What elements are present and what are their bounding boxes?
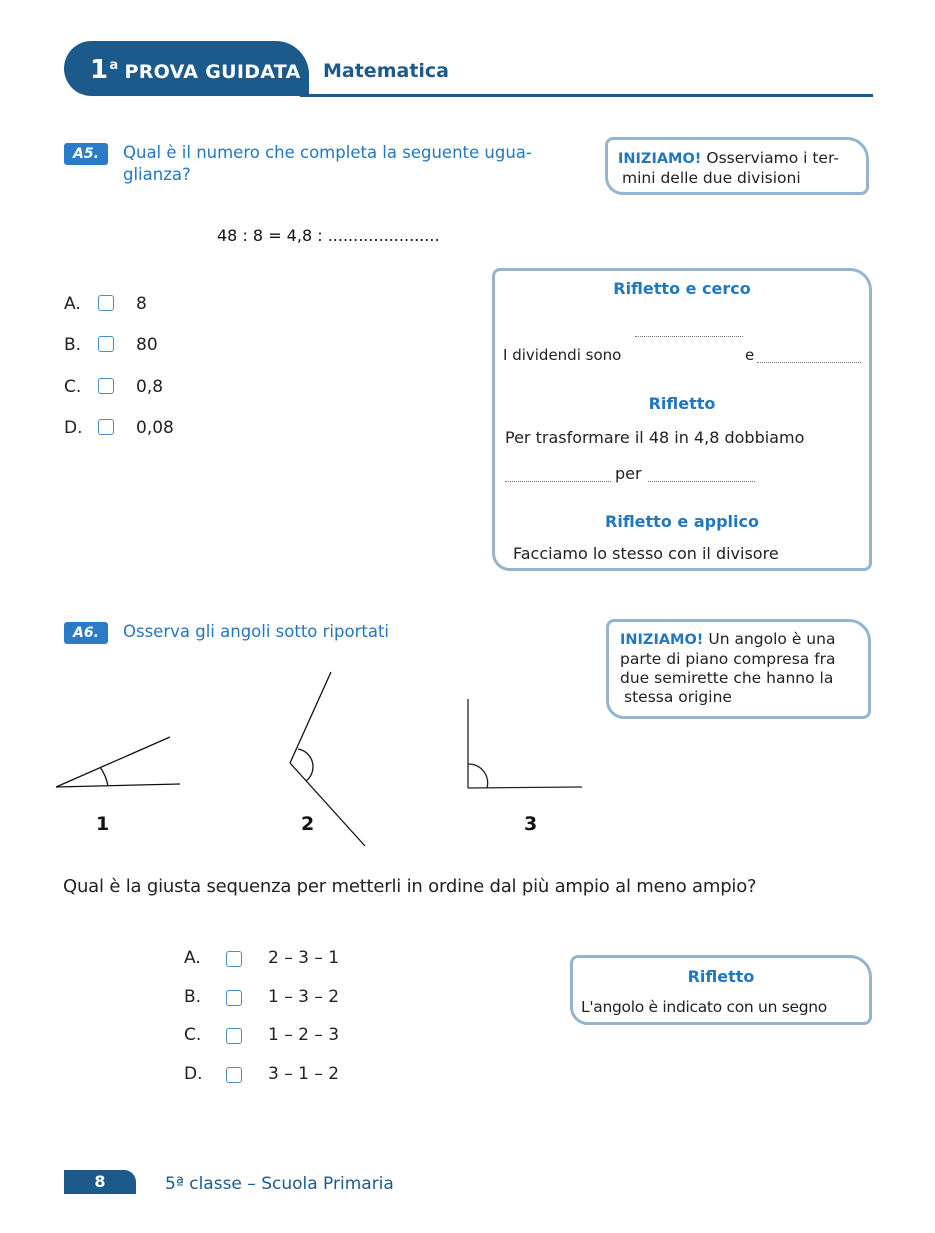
hint-line1: Un angolo è una bbox=[708, 630, 836, 648]
option-value: 80 bbox=[136, 335, 158, 355]
reflect-heading-rifletto: Rifletto bbox=[648, 394, 716, 413]
question-badge-a5: A5. bbox=[64, 143, 108, 165]
angle-3 bbox=[468, 699, 582, 788]
reflect-heading-applico: Rifletto e applico bbox=[605, 512, 759, 531]
reflect-text-trasformare: Per trasformare il 48 in 4,8 dobbiamo bbox=[505, 428, 805, 447]
option-value: 8 bbox=[136, 294, 147, 314]
option-value: 0,08 bbox=[136, 418, 174, 438]
hint-keyword: INIZIAMO! bbox=[620, 632, 704, 648]
header-ordinal: 1 bbox=[90, 55, 109, 85]
angle-1 bbox=[56, 737, 180, 787]
option-a6-a[interactable] bbox=[184, 948, 384, 970]
option-a6-c[interactable] bbox=[184, 1025, 384, 1047]
question-badge-a6: A6. bbox=[64, 622, 108, 644]
option-a6-b[interactable] bbox=[184, 987, 384, 1009]
hint-keyword: INIZIAMO! bbox=[618, 151, 702, 167]
checkbox[interactable] bbox=[226, 1067, 242, 1083]
option-letter: B. bbox=[184, 987, 202, 1007]
angle-label-3: 3 bbox=[524, 813, 538, 835]
reflect-text-segno: L'angolo è indicato con un segno bbox=[581, 998, 827, 1016]
option-value: 3 – 1 – 2 bbox=[268, 1064, 340, 1084]
footer-text: 5ª classe – Scuola Primaria bbox=[165, 1174, 394, 1194]
option-a6-d[interactable] bbox=[184, 1064, 384, 1086]
header-title-text: PROVA GUIDATA bbox=[124, 61, 301, 83]
question-a5-line2: glianza? bbox=[123, 165, 191, 184]
checkbox[interactable] bbox=[226, 990, 242, 1006]
option-letter: D. bbox=[184, 1064, 203, 1084]
option-letter: C. bbox=[64, 377, 82, 397]
angle-label-1: 1 bbox=[96, 813, 110, 835]
option-letter: A. bbox=[64, 294, 81, 314]
reflect-text-divisore: Facciamo lo stesso con il divisore bbox=[513, 544, 779, 563]
hint-line2: mini delle due divisioni bbox=[622, 169, 801, 187]
question-a5-line1: Qual è il numero che completa la seguente ugua- bbox=[123, 143, 532, 162]
hint-line2: parte di piano compresa fra bbox=[620, 650, 836, 668]
reflect-heading-rifletto: Rifletto bbox=[687, 967, 755, 986]
reflect-text-e: e bbox=[745, 346, 755, 364]
checkbox[interactable] bbox=[226, 951, 242, 967]
angle-label-2: 2 bbox=[301, 813, 315, 835]
question-a6-sequence: Qual è la giusta sequenza per metterli in ordine dal più ampio al meno ampio? bbox=[63, 876, 757, 897]
option-value: 1 – 2 – 3 bbox=[268, 1025, 340, 1045]
equation: 48 : 8 = 4,8 : ...................... bbox=[217, 226, 440, 245]
option-value: 1 – 3 – 2 bbox=[268, 987, 340, 1007]
reflect-heading-cerco: Rifletto e cerco bbox=[613, 279, 751, 298]
header-ordinal-sup: a bbox=[109, 58, 119, 73]
checkbox[interactable] bbox=[226, 1028, 242, 1044]
option-value: 2 – 3 – 1 bbox=[268, 948, 340, 968]
header-subject: Matematica bbox=[323, 60, 449, 82]
option-letter: B. bbox=[64, 335, 82, 355]
option-value: 0,8 bbox=[136, 377, 164, 397]
hint-line3: due semirette che hanno la bbox=[620, 669, 834, 687]
hint-line4: stessa origine bbox=[624, 688, 732, 706]
option-letter: D. bbox=[64, 418, 83, 438]
option-letter: C. bbox=[184, 1025, 202, 1045]
hint-line1: Osserviamo i ter- bbox=[706, 149, 839, 167]
reflect-box-a6 bbox=[570, 955, 872, 1025]
reflect-text-per: per bbox=[615, 464, 642, 483]
option-letter: A. bbox=[184, 948, 201, 968]
question-a6-text: Osserva gli angoli sotto riportati bbox=[123, 622, 389, 641]
page-number: 8 bbox=[64, 1170, 136, 1194]
reflect-text-dividendi: I dividendi sono bbox=[503, 346, 622, 364]
